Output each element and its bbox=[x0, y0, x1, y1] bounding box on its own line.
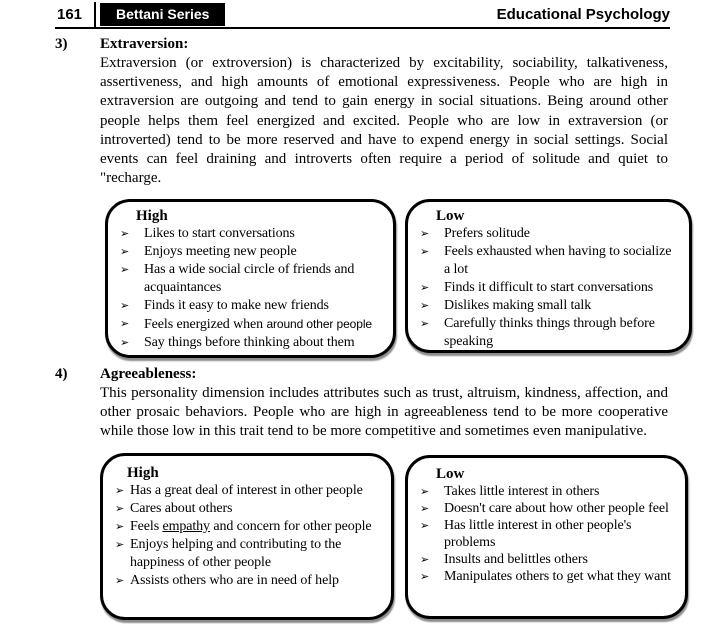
arrow-bullet-icon: ➢ bbox=[115, 502, 125, 515]
list-item-text: Prefers solitude bbox=[444, 226, 530, 241]
section-title: Agreeableness: bbox=[100, 366, 197, 382]
arrow-bullet-icon: ➢ bbox=[420, 519, 430, 532]
list-item bbox=[113, 536, 383, 572]
list-item bbox=[118, 225, 385, 243]
arrow-bullet-icon: ➢ bbox=[115, 520, 125, 533]
arrow-bullet-icon: ➢ bbox=[120, 227, 130, 240]
section-extraversion bbox=[55, 36, 668, 188]
box-title: Low bbox=[436, 466, 465, 482]
list-item-text: Manipulates others to get what they want bbox=[444, 569, 671, 584]
arrow-bullet-icon: ➢ bbox=[420, 299, 430, 312]
section-agreeableness bbox=[55, 366, 668, 442]
arrow-bullet-icon: ➢ bbox=[420, 570, 430, 583]
list-item bbox=[418, 551, 671, 568]
series-badge: Bettani Series bbox=[100, 3, 225, 26]
arrow-bullet-icon: ➢ bbox=[115, 484, 125, 497]
arrow-bullet-icon: ➢ bbox=[420, 245, 430, 258]
list-item-text: Enjoys helping and contributing to the happiness of other people bbox=[130, 537, 342, 570]
section-number: 4) bbox=[55, 366, 68, 382]
section-content bbox=[100, 366, 668, 442]
list-item-text: Enjoys meeting new people bbox=[144, 244, 297, 259]
arrow-bullet-icon: ➢ bbox=[420, 485, 430, 498]
trait-list bbox=[418, 225, 679, 351]
box-title: Low bbox=[436, 208, 465, 224]
trait-box-agreeableness-low bbox=[405, 455, 688, 619]
list-item bbox=[118, 334, 385, 352]
trait-box-agreeableness-high bbox=[100, 453, 394, 620]
box-title: High bbox=[127, 465, 159, 481]
list-item bbox=[118, 261, 385, 297]
list-item bbox=[118, 243, 385, 261]
arrow-bullet-icon: ➢ bbox=[420, 502, 430, 515]
list-item-text: Feels exhausted when having to socialize a lot bbox=[444, 244, 672, 277]
list-item bbox=[113, 482, 383, 500]
arrow-bullet-icon: ➢ bbox=[115, 538, 125, 551]
list-item-text: Insults and belittles others bbox=[444, 552, 588, 567]
arrow-bullet-icon: ➢ bbox=[420, 317, 430, 330]
list-item-text: Finds it easy to make new friends bbox=[144, 298, 329, 313]
arrow-bullet-icon: ➢ bbox=[115, 574, 125, 587]
section-content bbox=[100, 36, 668, 188]
list-item bbox=[418, 568, 671, 585]
page-number: 161 bbox=[55, 2, 96, 27]
list-item-text: Has a wide social circle of friends and acquaintances bbox=[144, 262, 355, 295]
list-item-text: Dislikes making small talk bbox=[444, 298, 592, 313]
list-item-text: Say things before thinking about them bbox=[144, 335, 355, 350]
trait-list bbox=[113, 482, 383, 590]
list-item-text: Finds it difficult to start conversations bbox=[444, 280, 654, 295]
list-item-text-main: Feels energized when bbox=[144, 317, 267, 332]
section-number: 3) bbox=[55, 36, 68, 52]
list-item bbox=[113, 518, 383, 536]
list-item bbox=[418, 297, 679, 315]
arrow-bullet-icon: ➢ bbox=[420, 281, 430, 294]
list-item-text bbox=[144, 315, 385, 334]
arrow-bullet-icon: ➢ bbox=[120, 299, 130, 312]
list-item bbox=[118, 297, 385, 315]
list-item-text-pre: Feels bbox=[130, 519, 163, 534]
list-item bbox=[418, 500, 671, 517]
section-body: This personality dimension includes attributes such as trust, altruism, kindness, affection, and other prosaic behaviors. People who are high in agreeableness tend to be more cooperative while those low in this trait tend to be more competitive and sometimes even manipulative. bbox=[100, 385, 668, 440]
list-item-text-underlined: empathy bbox=[162, 519, 210, 534]
list-item-text: Likes to start conversations bbox=[144, 226, 295, 241]
subject-title: Educational Psychology bbox=[496, 6, 670, 23]
list-item-text: Has a great deal of interest in other people bbox=[130, 483, 363, 498]
list-item-text: Doesn't care about how other people feel bbox=[444, 501, 669, 516]
list-item-text: Carefully thinks things through before speaking bbox=[444, 316, 655, 349]
list-item-text-small: around other people bbox=[266, 317, 372, 331]
page-header bbox=[55, 2, 670, 29]
list-item-text: Cares about others bbox=[130, 501, 233, 516]
list-item-text-post: and concern for other people bbox=[209, 519, 372, 534]
arrow-bullet-icon: ➢ bbox=[120, 263, 130, 276]
list-item bbox=[418, 483, 671, 500]
trait-list bbox=[418, 483, 671, 585]
arrow-bullet-icon: ➢ bbox=[120, 245, 130, 258]
trait-box-extraversion-low bbox=[405, 199, 692, 353]
trait-list bbox=[118, 225, 385, 352]
list-item-text: Has little interest in other people's problems bbox=[444, 518, 632, 550]
list-item bbox=[418, 225, 679, 243]
arrow-bullet-icon: ➢ bbox=[120, 336, 130, 349]
list-item-text: Takes little interest in others bbox=[444, 484, 600, 499]
arrow-bullet-icon: ➢ bbox=[420, 227, 430, 240]
list-item bbox=[418, 315, 679, 351]
list-item bbox=[113, 500, 383, 518]
arrow-bullet-icon: ➢ bbox=[420, 553, 430, 566]
list-item bbox=[418, 279, 679, 297]
trait-box-extraversion-high bbox=[105, 199, 396, 358]
list-item bbox=[118, 315, 385, 334]
arrow-bullet-icon: ➢ bbox=[120, 317, 130, 330]
list-item bbox=[418, 517, 671, 551]
list-item bbox=[418, 243, 679, 279]
section-body: Extraversion (or extroversion) is characterized by excitability, sociability, talkativeness, assertiveness, and high amounts of emotional expressiveness. People who are high in extraversion are outgoing and tend to gain energy in social situations. Being around other people helps them feel energized and excited. People who are low in extraversion (or introverted) tend to be more reserved and have to expend energy in social settings. Social events can feel draining and introverts often require a period of solitude and quiet to "recharge. bbox=[100, 55, 668, 187]
list-item bbox=[113, 572, 383, 590]
list-item-text bbox=[130, 518, 383, 536]
section-title: Extraversion: bbox=[100, 36, 189, 52]
box-title: High bbox=[136, 208, 168, 224]
list-item-text: Assists others who are in need of help bbox=[130, 573, 339, 588]
